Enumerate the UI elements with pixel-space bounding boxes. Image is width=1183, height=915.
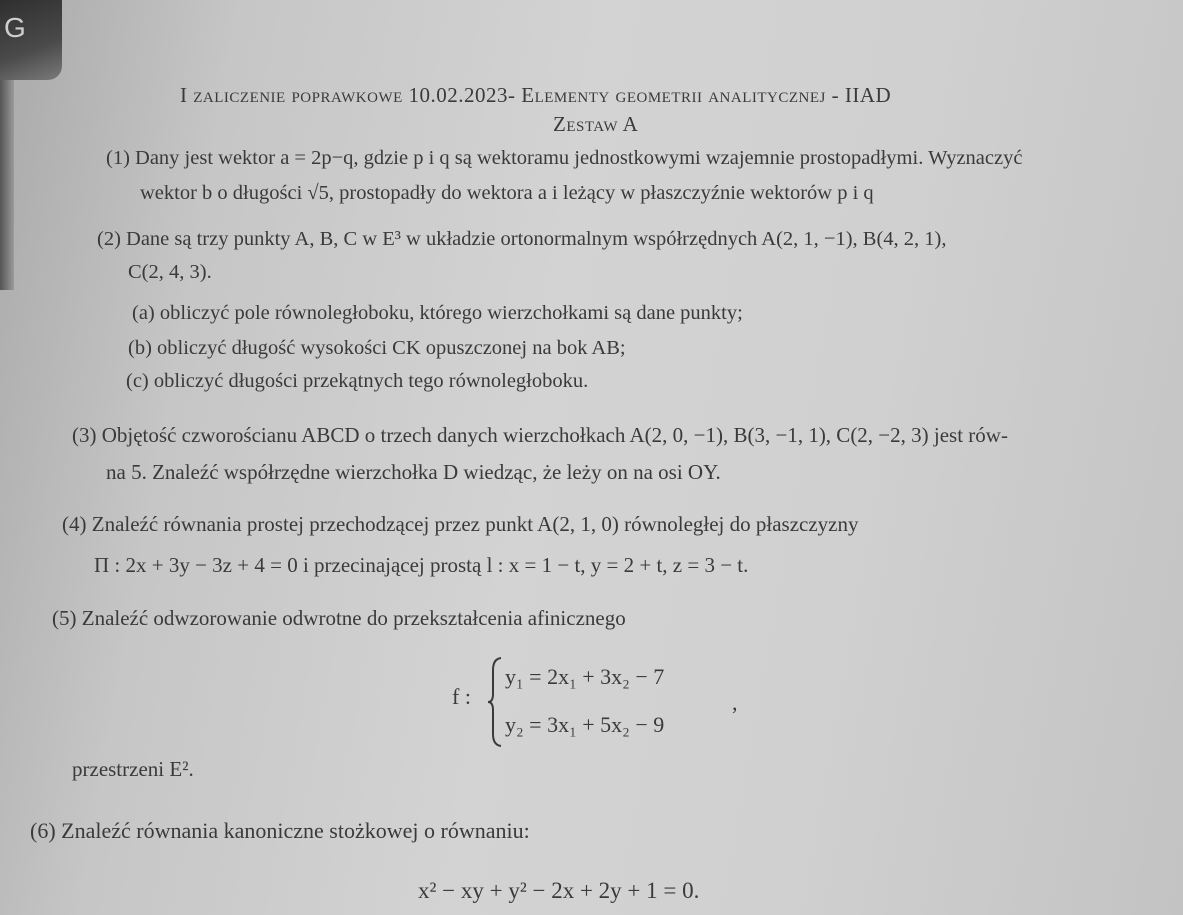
problem-5-equation-1: y₁ = 2x₁ + 3x₂ − 7 [505,664,665,689]
problem-5-f-label: f : [452,684,471,709]
problem-3-line-2: na 5. Znaleźć współrzędne wierzchołka D wiedząc, że leży on na osi OY. [106,460,721,484]
problem-3-line-1: (3) Objętość czworościanu ABCD o trzech danych wierzchołkach A(2, 0, −1), B(3, −1, 1), C(2, −2, 3) jest rów- [72,423,1008,447]
curly-brace [487,656,503,748]
exam-title: I zaliczenie poprawkowe 10.02.2023- Elementy geometrii analitycznej - IIAD [180,83,892,107]
left-edge-shadow [0,80,14,290]
problem-5-line-2: przestrzeni E². [72,757,194,781]
problem-2-item-c: (c) obliczyć długości przekątnych tego równoległoboku. [126,370,589,392]
problem-2-line-2: C(2, 4, 3). [128,261,212,283]
exam-subtitle: Zestaw A [553,112,639,136]
problem-1-line-2: wektor b o długości √5, prostopadły do wektora a i leżący w płaszczyźnie wektorów p i q [140,182,874,204]
corner-letter: G [4,12,26,43]
problem-5-line-1: (5) Znaleźć odwzorowanie odwrotne do przekształcenia afinicznego [52,606,626,630]
problem-4-line-2: Π : 2x + 3y − 3z + 4 = 0 i przecinającej prostą l : x = 1 − t, y = 2 + t, z = 3 − t. [94,553,749,577]
problem-6-equation: x² − xy + y² − 2x + 2y + 1 = 0. [418,878,700,903]
problem-5-equation-2: y₂ = 3x₁ + 5x₂ − 9 [505,712,665,737]
problem-4-line-1: (4) Znaleźć równania prostej przechodzącej przez punkt A(2, 1, 0) równoległej do płaszczyzny [62,512,859,536]
problem-1-line-1: (1) Dany jest wektor a = 2p−q, gdzie p i q są wektoramu jednostkowymi wzajemnie prostopadłymi. Wyznaczyć [106,147,1023,169]
problem-2-line-1: (2) Dane są trzy punkty A, B, C w E³ w układzie ortonormalnym współrzędnych A(2, 1, −1), B(4, 2, 1), [97,228,947,250]
problem-2-item-a: (a) obliczyć pole równoległoboku, którego wierzchołkami są dane punkty; [132,302,743,324]
problem-5-comma: , [732,690,738,715]
problem-2-item-b: (b) obliczyć długość wysokości CK opuszczonej na bok AB; [128,337,626,359]
problem-6-line-1: (6) Znaleźć równania kanoniczne stożkowej o równaniu: [30,818,530,843]
